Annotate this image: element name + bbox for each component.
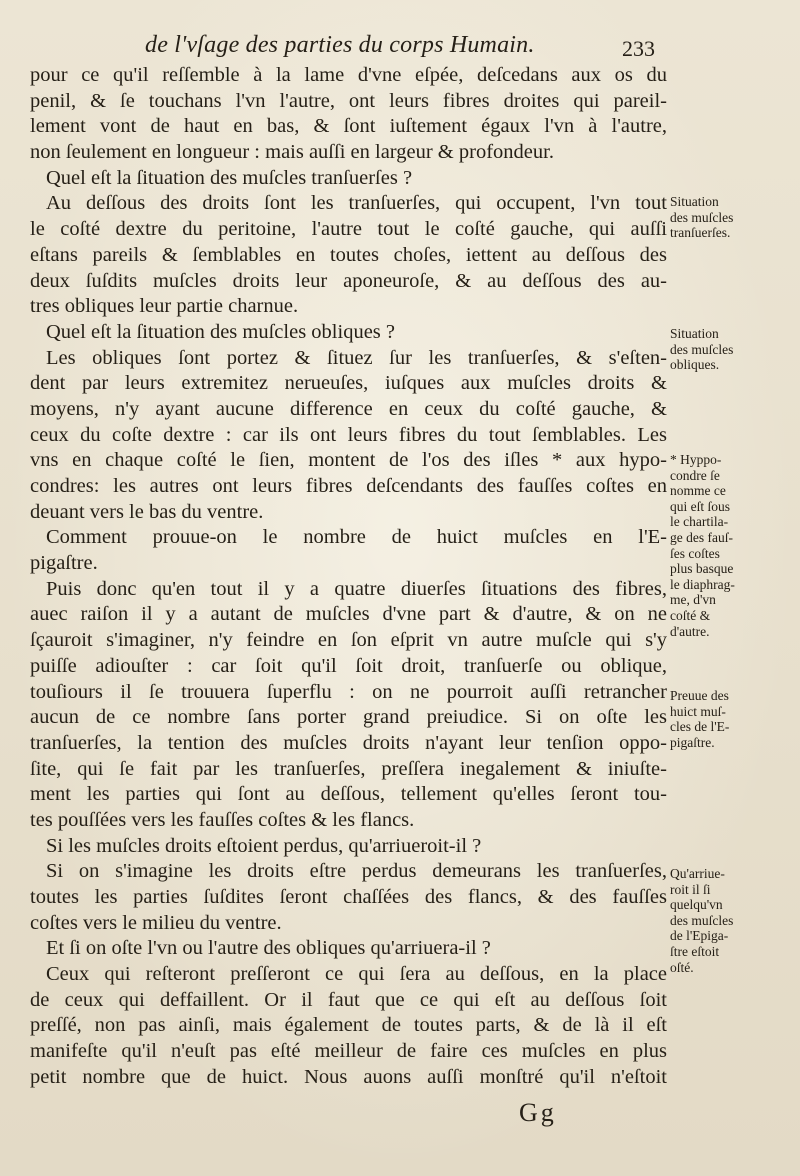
margin-note-line: ſtre eſtoit	[670, 943, 720, 959]
margin-note-line: coſté &	[670, 607, 711, 623]
text-line: moyens, n'y ayant aucune difference en ceux du coſté gauche, &	[30, 397, 667, 420]
text-line: preſſé, non pas ainſi, mais également de toutes parts, & de là il eſt	[30, 1014, 667, 1037]
text-line: le coſté dextre du peritoine, l'autre tout le coſté gauche, qui auſſi	[30, 218, 667, 241]
text-line: deuant vers le bas du ventre.	[30, 500, 264, 523]
text-line: vns en chaque coſté le ſien, montent de l'os des iſles * aux hypo-	[30, 449, 667, 472]
text-line: puiſſe adiouſter : car ſoit qu'il ſoit droit, tranſuerſe ou oblique,	[30, 654, 667, 677]
margin-note-line: de l'Epiga-	[670, 928, 729, 944]
running-title: de l'vſage des parties du corps Humain.	[145, 32, 535, 58]
margin-note-line: * Hyppo-	[670, 452, 722, 467]
text-line: deux ſuſdits muſcles droits leur aponeuroſe, & au deſſous des au-	[30, 269, 667, 292]
text-line: tres obliques leur partie charnue.	[30, 295, 299, 318]
text-line: penil, & ſe touchans l'vn l'autre, ont leurs fibres droites qui pareil-	[30, 89, 667, 112]
margin-note-line: ſes coſtes	[670, 545, 720, 561]
margin-note-line: le diaphrag-	[670, 576, 735, 592]
text-line: Au deſſous des droits ſont les tranſuerſes, qui occupent, l'vn tout	[46, 192, 667, 215]
margin-note-line: me, d'vn	[670, 592, 716, 608]
margin-note-line: des muſcles	[670, 209, 734, 225]
margin-note-line: nomme ce	[670, 483, 726, 499]
body-text	[30, 63, 667, 1091]
margin-note-arriueroit	[670, 866, 792, 975]
margin-note-line: ge des fauſ-	[670, 529, 733, 545]
margin-note-line: des muſcles	[670, 912, 734, 928]
text-line: pour ce qu'il reſſemble à la lame d'vne eſpée, deſcedans aux os du	[30, 64, 667, 86]
text-line: Puis donc qu'en tout il y a quatre diuerſes ſituations des fibres,	[46, 577, 667, 600]
margin-note-line: pigaſtre.	[670, 734, 715, 750]
margin-note-line: Situation	[670, 194, 719, 209]
question-heading: Quel eſt la ſituation des muſcles tranſuerſes ?	[46, 166, 413, 189]
text-line: tes pouſſées vers les fauſſes coſtes & les flancs.	[30, 808, 415, 831]
question-heading: Quel eſt la ſituation des muſcles obliques ?	[46, 320, 395, 343]
margin-note-line: le chartila-	[670, 514, 729, 530]
text-line: ceux du coſte dextre : car ils ont leurs fibres du tout ſemblables. Les	[30, 423, 667, 446]
text-line: Les obliques ſont portez & ſituez ſur les tranſuerſes, & s'eſten-	[46, 346, 667, 369]
question-heading: Si les muſcles droits eſtoient perdus, qu'arriueroit-il ?	[46, 834, 482, 857]
margin-note-preuve	[670, 688, 792, 750]
margin-note-line: quelqu'vn	[670, 897, 723, 913]
margin-note-line: obliques.	[670, 357, 720, 373]
text-line: aucun de ce nombre ſans porter grand preiudice. Si on oſte les	[30, 706, 667, 729]
margin-note-line: d'autre.	[670, 623, 710, 639]
margin-note-line: Preuue des	[670, 688, 729, 703]
margin-note-line: condre ſe	[670, 467, 720, 483]
text-line: ſçauroit s'imaginer, n'y feindre en ſon eſprit vn autre muſcle qui s'y	[30, 629, 667, 652]
margin-note-line: Situation	[670, 326, 719, 341]
page-number: 233	[622, 36, 655, 61]
text-line: tranſuerſes, la tention des muſcles droits n'ayant leur tenſion oppo-	[30, 731, 667, 754]
text-line: ment les parties qui ſont au deſſous, tellement qu'elles ſeront tou-	[30, 783, 667, 806]
text-line: eſtans pareils & ſemblables en toutes choſes, iettent au deſſous des	[30, 243, 667, 266]
margin-note-line: qui eſt ſous	[670, 498, 730, 514]
margin-note-oblique	[670, 326, 792, 373]
text-line: auec raiſon il y a autant de muſcles d'vne part & d'autre, & on ne	[30, 603, 667, 626]
text-line: non ſeulement en longueur : mais auſſi en largeur & profondeur.	[30, 141, 554, 164]
text-line: manifeſte qu'il n'euſt pas eſté meilleur de faire ces muſcles en plus	[30, 1040, 667, 1063]
margin-note-line: huict muſ-	[670, 703, 726, 719]
margin-note-hypocondre	[670, 452, 792, 639]
text-line: Ceux qui reſteront preſſeront ce qui ſera au deſſous, en la place	[46, 963, 667, 986]
question-heading: Comment prouue-on le nombre de huict muſcles en l'E-	[46, 526, 667, 549]
margin-note-line: oſté.	[670, 959, 694, 975]
margin-note-line: tranſuerſes.	[670, 225, 731, 241]
question-heading: Et ſi on oſte l'vn ou l'autre des obliques qu'arriuera-il ?	[46, 937, 491, 960]
margin-note-line: cles de l'E-	[670, 719, 730, 735]
margin-note-line: roit il ſi	[670, 881, 711, 897]
question-heading: pigaſtre.	[30, 552, 98, 575]
text-line: petit nombre que de huict. Nous auons auſſi monſtré qu'il n'eſtoit	[30, 1065, 667, 1088]
text-line: dent par leurs extremitez nerueuſes, iuſques aux muſcles droits &	[30, 372, 667, 395]
text-line: ſite, qui ſe fait par les tranſuerſes, preſſera inegalement & iniuſte-	[30, 757, 667, 780]
text-line: touſiours il ſe trouuera ſuperflu : on ne pourroit auſſi retrancher	[30, 680, 667, 703]
margin-note-line: des muſcles	[670, 341, 734, 357]
text-line: toutes les parties ſuſdites ſeront chaſſées des flancs, & des fauſſes	[30, 886, 667, 908]
margin-note-transverse	[670, 194, 792, 241]
margin-note-line: Qu'arriue-	[670, 866, 725, 881]
text-line: lement vont de haut en bas, & ſont iuſtement égaux l'vn à l'autre,	[30, 115, 667, 138]
text-line: Si on s'imagine les droits eſtre perdus demeurans les tranſuerſes,	[46, 860, 667, 883]
margin-note-line: plus basque	[670, 561, 734, 577]
signature-mark: Gg	[519, 1098, 557, 1127]
text-line: de ceux qui deffaillent. Or il faut que ce qui eſt au deſſous ſoit	[30, 988, 667, 1011]
text-line: coſtes vers le milieu du ventre.	[30, 911, 282, 934]
text-line: condres: les autres ont leurs fibres deſcendants des fauſſes coſtes en	[30, 475, 667, 497]
